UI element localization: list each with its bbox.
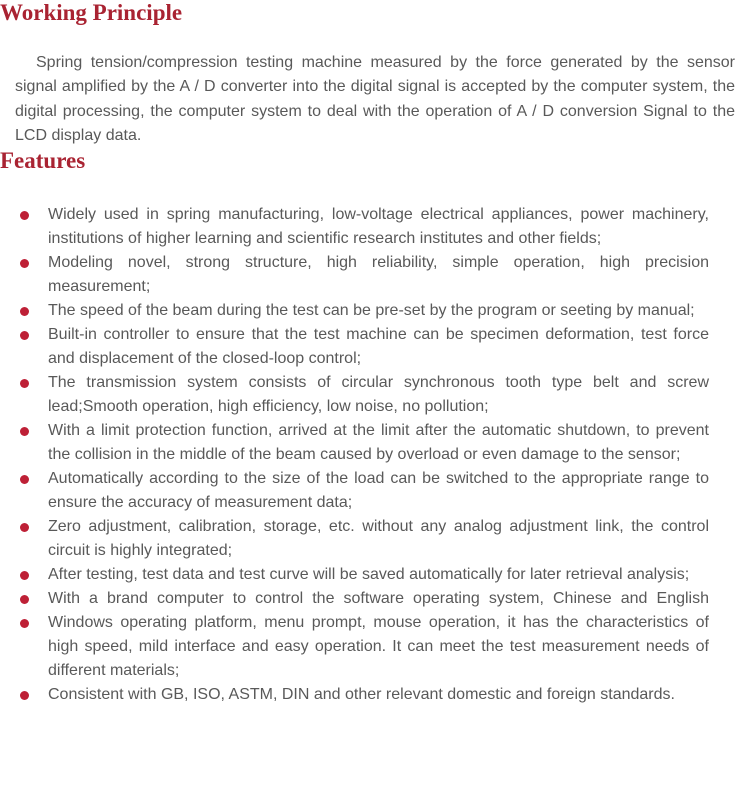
feature-item — [20, 323, 709, 371]
bullet-icon — [20, 523, 29, 532]
bullet-icon — [20, 307, 29, 316]
feature-item — [20, 683, 709, 707]
feature-item — [20, 611, 709, 683]
section-working-principle — [0, 0, 750, 148]
feature-item-text: Modeling novel, strong structure, high reliability, simple operation, high precision measurement; — [48, 254, 709, 296]
feature-item-text: The transmission system consists of circular synchronous tooth type belt and screw lead;Smooth operation, high efficiency, low noise, no pollution; — [48, 374, 709, 416]
feature-item-text: With a brand computer to control the software operating system, Chinese and English — [48, 590, 709, 608]
bullet-icon — [20, 571, 29, 580]
feature-item-text: Consistent with GB, ISO, ASTM, DIN and other relevant domestic and foreign standards. — [48, 686, 675, 704]
feature-item — [20, 251, 709, 299]
feature-item — [20, 587, 709, 611]
features-heading: Features — [0, 148, 86, 174]
bullet-icon — [20, 595, 29, 604]
working-principle-paragraph: Spring tension/compression testing machine measured by the force generated by the sensor signal amplified by the A / D converter into the digital signal is accepted by the computer system, the digital processing, the computer system to deal with the operation of A / D conversion Signal to the LCD display data. — [15, 54, 735, 144]
feature-item-text: The speed of the beam during the test can be pre-set by the program or seeting by manual; — [48, 302, 695, 320]
bullet-icon — [20, 691, 29, 700]
feature-item — [20, 563, 709, 587]
bullet-icon — [20, 619, 29, 628]
bullet-icon — [20, 379, 29, 388]
feature-item-text: Widely used in spring manufacturing, low-voltage electrical appliances, power machinery, institutions of higher learning and scientific research institutes and other fields; — [48, 206, 709, 248]
working-principle-heading: Working Principle — [0, 0, 183, 25]
feature-item-text: With a limit protection function, arrived at the limit after the automatic shutdown, to prevent the collision in the middle of the beam caused by overload or even damage to the sensor; — [48, 422, 709, 464]
feature-item — [20, 371, 709, 419]
feature-item-text: Automatically according to the size of the load can be switched to the appropriate range to ensure the accuracy of measurement data; — [48, 470, 709, 512]
feature-item-text: After testing, test data and test curve will be saved automatically for later retrieval analysis; — [48, 566, 690, 584]
feature-item — [20, 299, 709, 323]
feature-item — [20, 203, 709, 251]
feature-item-text: Built-in controller to ensure that the test machine can be specimen deformation, test force and displacement of the closed-loop control; — [48, 326, 709, 368]
bullet-icon — [20, 331, 29, 340]
feature-item — [20, 467, 709, 515]
feature-item-text: Zero adjustment, calibration, storage, etc. without any analog adjustment link, the control circuit is highly integrated; — [48, 518, 709, 560]
bullet-icon — [20, 259, 29, 268]
features-list — [20, 203, 709, 707]
section-features — [0, 148, 750, 707]
bullet-icon — [20, 475, 29, 484]
feature-item-text: Windows operating platform, menu prompt, mouse operation, it has the characteristics of high speed, mild interface and easy operation. It can meet the test measurement needs of different materials; — [48, 614, 709, 680]
bullet-icon — [20, 211, 29, 220]
feature-item — [20, 515, 709, 563]
feature-item — [20, 419, 709, 467]
bullet-icon — [20, 427, 29, 436]
